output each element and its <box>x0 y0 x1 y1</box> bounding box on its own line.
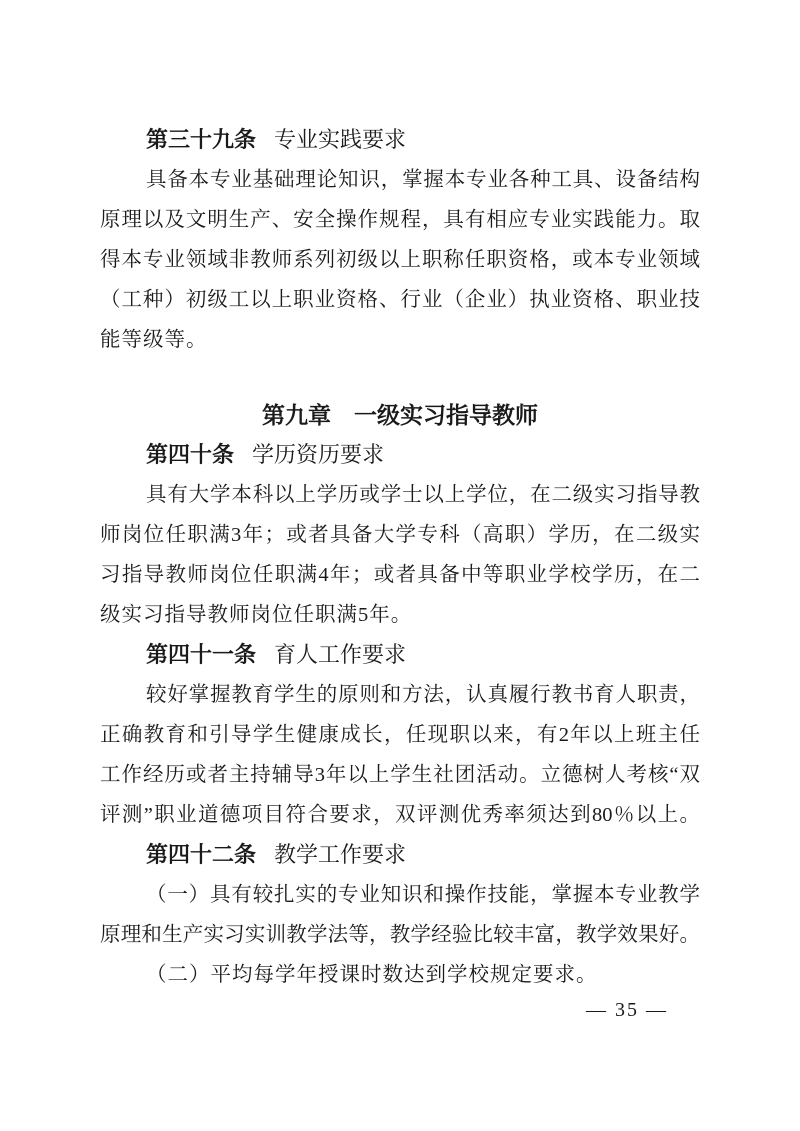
article-41-heading <box>100 635 700 675</box>
article-40-line-3: 习指导教师岗位任职满4年；或者具备中等职业学校学历，在二 <box>100 564 700 586</box>
article-40-line-4: 级实习指导教师岗位任职满5年。 <box>100 604 413 626</box>
article-39-heading <box>100 120 700 160</box>
chapter-9-title: 第九章 一级实习指导教师 <box>262 402 538 428</box>
article-40-line-2: 师岗位任职满3年；或者具备大学专科（高职）学历，在二级实 <box>100 524 700 546</box>
article-41-line-3: 工作经历或者主持辅导3年以上学生社团活动。立德树人考核“双 <box>100 764 700 786</box>
article-39-line-3: 得本专业领域非教师系列初级以上职称任职资格，或本专业领域 <box>100 249 700 271</box>
chapter-9-heading <box>100 395 700 435</box>
article-39-line-2: 原理以及文明生产、安全操作规程，具有相应专业实践能力。取 <box>100 209 700 231</box>
article-40-line-1: 具有大学本科以上学历或学士以上学位，在二级实习指导教 <box>146 484 700 506</box>
article-40-heading <box>100 435 700 475</box>
article-39-title: 专业实践要求 <box>274 127 407 152</box>
article-41-line-4: 评测”职业道德项目符合要求，双评测优秀率须达到80％以上。 <box>100 804 700 826</box>
article-42-line-2: 原理和生产实习实训教学法等，教学经验比较丰富，教学效果好。 <box>100 924 700 946</box>
page-number <box>586 997 668 1023</box>
article-41-line-2: 正确教育和引导学生健康成长，任现职以来，有2年以上班主任 <box>100 724 700 746</box>
page-number-text: — 35 — <box>586 999 668 1021</box>
article-41-number: 第四十一条 <box>146 642 257 667</box>
page-content <box>100 120 700 995</box>
article-39-line-1: 具备本专业基础理论知识，掌握本专业各种工具、设备结构 <box>146 169 700 191</box>
article-39-line-5: 能等级等。 <box>100 329 208 351</box>
article-42-title: 教学工作要求 <box>274 842 407 867</box>
article-41-title: 育人工作要求 <box>274 642 407 667</box>
article-40-number: 第四十条 <box>146 442 235 467</box>
article-42-line-1: （一）具有较扎实的专业知识和操作技能，掌握本专业教学 <box>146 884 700 906</box>
article-39-number: 第三十九条 <box>146 127 257 152</box>
article-42-number: 第四十二条 <box>146 842 257 867</box>
article-42-line-3: （二）平均每学年授课时数达到学校规定要求。 <box>146 964 598 986</box>
article-41-line-1: 较好掌握教育学生的原则和方法，认真履行教书育人职责， <box>146 684 700 706</box>
article-40-title: 学历资历要求 <box>252 442 385 467</box>
article-42-heading <box>100 835 700 875</box>
article-39-line-4: （工种）初级工以上职业资格、行业（企业）执业资格、职业技 <box>100 289 700 311</box>
